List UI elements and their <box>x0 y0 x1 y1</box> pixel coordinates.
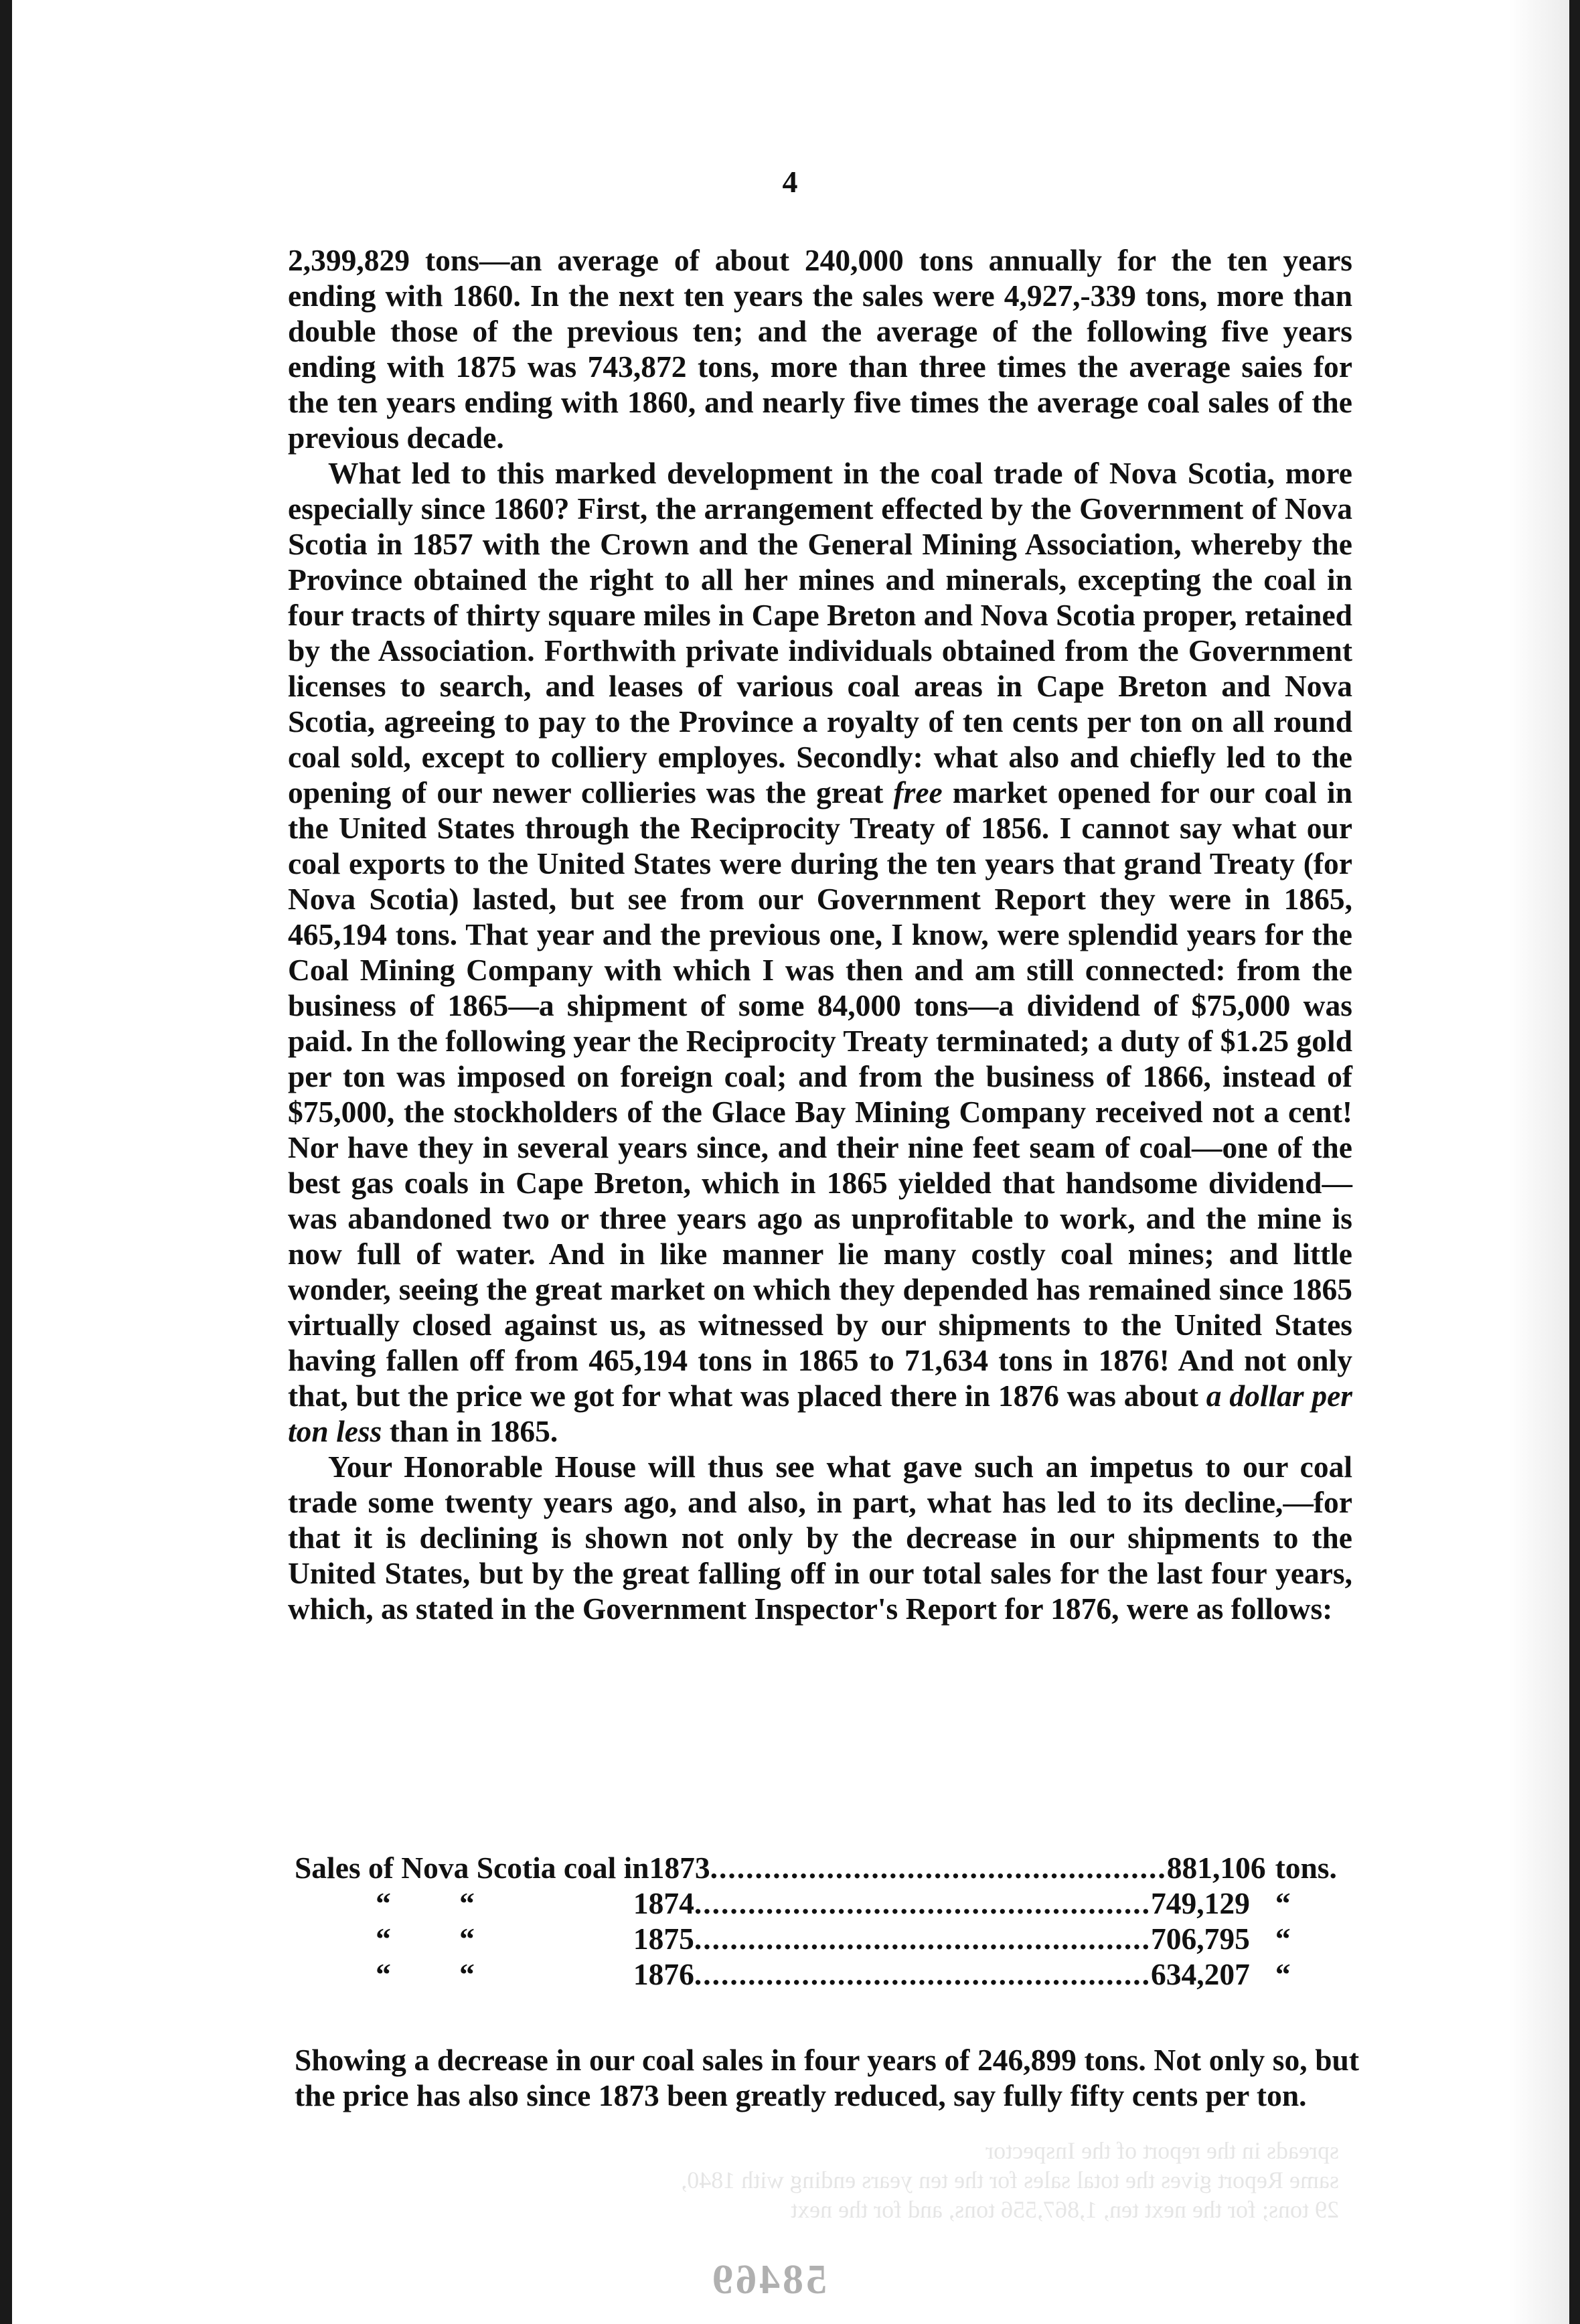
italic-emphasis: a dollar per ton less <box>288 1379 1352 1448</box>
ditto-mark: “ <box>376 1922 391 1956</box>
leader-dots: ................................................... <box>694 1886 1152 1920</box>
sales-label-ditto <box>295 1921 633 1956</box>
paragraph-3: Your Honorable House will thus see what gave such an impetus to our coal trade some twenty years ago, and also, in part, what has led to its decline,—for that it is declining is shown not only by the decrease in our shipments to the United States, but by the great falling off in our total sales for the last four years, which, as stated in the Government Inspector's Report for 1876, were as follows: <box>288 1450 1352 1626</box>
sales-year: 1876 <box>633 1957 694 1991</box>
ditto-mark: “ <box>376 1957 391 1991</box>
leader-dots: ................................................... <box>710 1851 1167 1885</box>
page-number: 4 <box>782 165 798 199</box>
sales-table <box>295 1850 1337 1992</box>
sales-row <box>295 1885 1326 1921</box>
sales-unit: “ <box>1275 1886 1291 1920</box>
sales-unit: tons. <box>1275 1851 1337 1885</box>
sales-value: 634,207 <box>1151 1957 1250 1991</box>
show-through-line: 29 tons; for the next ten, 1,867,556 tons, and for the next <box>791 2196 1339 2223</box>
show-through-line: same Report gives the total sales for the ten years ending with 1840, <box>681 2167 1339 2193</box>
sales-label: Sales of Nova Scotia coal in <box>295 1851 649 1885</box>
sales-label-ditto <box>295 1885 633 1921</box>
sales-year: 1875 <box>633 1922 694 1956</box>
sales-row <box>295 1956 1326 1992</box>
ditto-mark: “ <box>459 1886 475 1920</box>
sales-value: 881,106 <box>1166 1851 1266 1885</box>
sales-label-ditto <box>295 1956 633 1992</box>
sales-row <box>295 1921 1326 1956</box>
summary-paragraph: Showing a decrease in our coal sales in four years of 246,899 tons. Not only so, but the price has also since 1873 been greatly reduced, say fully fifty cents per ton. <box>295 2043 1359 2112</box>
show-through-text <box>669 2136 1339 2224</box>
summary-text <box>295 2042 1359 2113</box>
sales-unit: “ <box>1275 1957 1291 1991</box>
sales-unit: “ <box>1275 1922 1291 1956</box>
sales-row <box>295 1850 1337 1885</box>
leader-dots: ................................................... <box>694 1957 1152 1991</box>
sales-year: 1873 <box>649 1851 710 1885</box>
leader-dots: ................................................... <box>694 1922 1152 1956</box>
ditto-mark: “ <box>376 1886 391 1920</box>
paragraph-2 <box>288 455 1352 1449</box>
show-through-line: spreads in the report of the Inspector <box>985 2137 1339 2164</box>
paragraph-2-text: What led to this marked development in the coal trade of Nova Scotia, more especially since 1860? First, the arrangement effected by the Government of Nova Scotia in 1857 with the Crown and the General Mining Association, whereby the Province obtained the right to all her mines and minerals, excepting the coal in four tracts of thirty square miles in Cape Breton and Nova Scotia proper, retained by the Association. Forthwith private individuals obtained from the Government licenses to search, and leases of various coal areas in Cape Breton and Nova Scotia, agreeing to pay to the Province a royalty of ten cents per ton on all round coal sold, except to colliery employes. Secondly: what also and chiefly led to the opening of our newer collieries was the great free market opened for our coal in the United States through the Reciprocity Treaty of 1856. I cannot say what our coal exports to the United States were during the ten years that grand Treaty (for Nova Scotia) lasted, but see from our Government Report they were in 1865, 465,194 tons. That year and the previous one, I know, were splendid years for the Coal Mining Company with which I was then and am still connected: from the business of 1865—a shipment of some 84,000 tons—a dividend of $75,000 was paid. In the following year the Reciprocity Treaty terminated; a duty of $1.25 gold per ton was imposed on foreign coal; and from the business of 1866, instead of $75,000, the stockholders of the Glace Bay Mining Company received not a cent! Nor have they in several years since, and their nine feet seam of coal—one of the best gas coals in Cape Breton, which in 1865 yielded that handsome dividend—was abandoned two or three years ago as unprofitable to work, and the mine is now full of water. And in like manner lie many costly coal mines; and little wonder, seeing the great market on which they depended has remained since 1865 virtually closed against us, as witnessed by our shipments to the United States having fallen off from 465,194 tons in 1865 to 71,634 tons in 1876! And not only that, but the price we got for what was placed there in 1876 was about a dollar per ton less than in 1865. <box>288 456 1353 1448</box>
ditto-mark: “ <box>459 1957 475 1991</box>
body-text <box>288 242 1352 1626</box>
paragraph-1: 2,399,829 tons—an average of about 240,000 tons annually for the ten years ending with 1860. In the next ten years the sales were 4,927,-339 tons, more than double those of the previous ten; and the average of the following five years ending with 1875 was 743,872 tons, more than three times the average saies for the ten years ending with 1860, and nearly five times the average coal sales of the previous decade. <box>288 243 1352 455</box>
sales-year: 1874 <box>633 1886 694 1920</box>
ditto-mark: “ <box>459 1922 475 1956</box>
sales-value: 749,129 <box>1151 1886 1250 1920</box>
sales-value: 706,795 <box>1151 1922 1250 1956</box>
stamp-number: 58469 <box>710 2257 827 2303</box>
italic-emphasis: free <box>893 775 943 809</box>
